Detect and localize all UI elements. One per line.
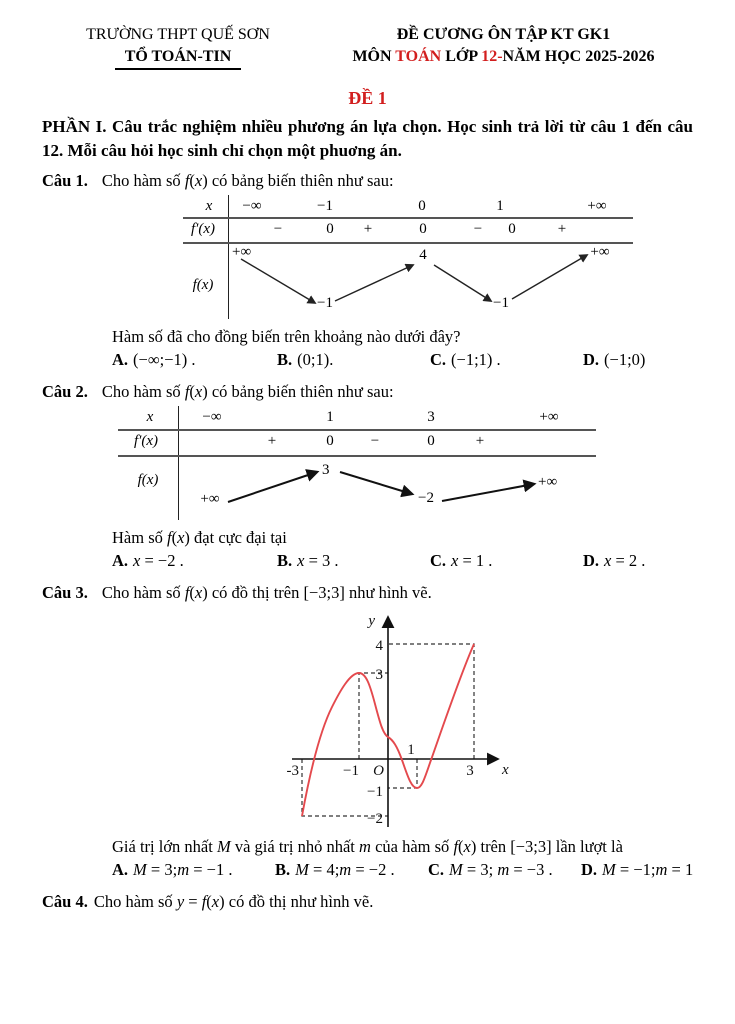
option-a: [112, 350, 196, 370]
option-key: D.: [581, 860, 598, 880]
question-2-options: [42, 551, 693, 576]
bbt1-x-label: x: [205, 198, 213, 215]
question-1-stem: [42, 171, 693, 191]
x-tick-neg3: -3: [286, 763, 299, 780]
option-d: [583, 350, 645, 370]
bbt1-sign: 0: [419, 221, 427, 238]
bbt2-x-value: 1: [326, 409, 334, 426]
bbt1-x-value: +∞: [587, 198, 607, 215]
option-text: (0;1).: [297, 350, 334, 370]
bbt1-f-label: f(x): [192, 277, 214, 294]
function-graph: [42, 607, 693, 837]
bbt1-f-value: +∞: [232, 244, 252, 261]
variation-table-2: [110, 406, 605, 520]
bbt2-fprime-label: f′(x): [133, 433, 159, 450]
bbt2-f-value: +∞: [538, 474, 558, 491]
bbt2-x-value: +∞: [539, 409, 559, 426]
y-axis-label: y: [368, 613, 375, 630]
question-4-stem: [42, 892, 693, 912]
variation-table-1: [175, 195, 635, 319]
bbt1-f-value: 4: [419, 247, 427, 264]
question-3-text: Cho hàm số f(x) có đồ thị trên [−3;3] như hình vẽ.: [101, 583, 432, 603]
bbt2-sign: 0: [427, 433, 435, 450]
bbt2-f-label: f(x): [137, 472, 159, 489]
option-b: [277, 551, 339, 571]
bbt1-f-value: −1: [493, 295, 509, 312]
option-text: M = 3;m = −1 .: [133, 860, 233, 880]
bbt1-sign: 0: [326, 221, 334, 238]
option-key: B.: [275, 860, 291, 880]
bbt2-sign: −: [370, 433, 380, 450]
option-a: [112, 551, 184, 571]
bbt1-x-value: −∞: [242, 198, 262, 215]
option-b: [277, 350, 333, 370]
option-text: (−∞;−1) .: [133, 350, 196, 370]
option-key: C.: [430, 551, 447, 571]
bbt2-x-value: 3: [427, 409, 435, 426]
option-c: [430, 551, 492, 571]
x-tick-3: 3: [466, 763, 474, 780]
bbt1-x-value: 0: [418, 198, 426, 215]
bbt1-arrows: [175, 195, 635, 319]
part1-intro: PHẦN I. Câu trắc nghiệm nhiều phương án lựa chọn. Học sinh trả lời từ câu 1 đến câu 12. Mỗi câu hỏi học sinh chỉ chọn một phuơng án.: [42, 117, 693, 161]
option-text: x = −2 .: [133, 551, 184, 571]
option-text: (−1;0): [604, 350, 646, 370]
option-key: C.: [430, 350, 447, 370]
origin-label: O: [373, 763, 384, 780]
option-key: B.: [277, 551, 293, 571]
bbt1-sign: −: [473, 221, 483, 238]
header-title-block: [314, 24, 693, 70]
option-text: x = 1 .: [451, 551, 493, 571]
question-3-prompt: Giá trị lớn nhất M và giá trị nhỏ nhất m của hàm số f(x) trên [−3;3] lần lượt là: [112, 837, 623, 857]
bbt2-x-label: x: [146, 409, 154, 426]
bbt1-sign: −: [273, 221, 283, 238]
option-d: [583, 551, 645, 571]
option-b: [275, 860, 395, 880]
option-text: M = −1;m = 1: [602, 860, 694, 880]
y-tick-neg2: −2: [367, 811, 383, 828]
option-key: D.: [583, 350, 600, 370]
question-2-prompt: Hàm số f(x) đạt cực đại tại: [112, 528, 287, 548]
option-text: x = 3 .: [297, 551, 339, 571]
bbt2-f-value: −2: [418, 490, 434, 507]
option-a: [112, 860, 232, 880]
exam-code: ĐỀ 1: [348, 88, 387, 109]
option-key: A.: [112, 551, 129, 571]
question-2-text: Cho hàm số f(x) có bảng biến thiên như sau:: [101, 382, 394, 402]
option-text: M = 3; m = −3 .: [449, 860, 553, 880]
bbt2-f-value: +∞: [200, 491, 220, 508]
y-tick-4: 4: [375, 638, 383, 655]
bbt2-arrows: [110, 406, 605, 520]
bbt1-x-value: 1: [496, 198, 504, 215]
x-tick-1: 1: [407, 742, 415, 759]
question-1-label: Câu 1.: [42, 171, 88, 191]
bbt1-f-value: +∞: [590, 244, 610, 261]
option-text: (−1;1) .: [451, 350, 501, 370]
question-2-stem: [42, 382, 693, 402]
option-key: D.: [583, 551, 600, 571]
graph-canvas: [272, 607, 516, 837]
question-3-label: Câu 3.: [42, 583, 88, 603]
option-key: C.: [428, 860, 445, 880]
option-key: B.: [277, 350, 293, 370]
bbt1-f-value: −1: [317, 295, 333, 312]
option-c: [430, 350, 501, 370]
y-tick-3: 3: [375, 667, 383, 684]
option-key: A.: [112, 350, 129, 370]
bbt1-fprime-label: f′(x): [190, 221, 216, 238]
bbt2-x-value: −∞: [202, 409, 222, 426]
bbt1-sign: 0: [508, 221, 516, 238]
bbt2-f-value: 3: [322, 462, 330, 479]
question-3-options: [42, 860, 693, 885]
question-4-label: Câu 4.: [42, 892, 88, 912]
school-name: TRƯỜNG THPT QUẾ SƠN: [86, 26, 270, 43]
bbt2-sign: +: [267, 433, 277, 450]
option-text: x = 2 .: [604, 551, 646, 571]
option-d: [581, 860, 693, 880]
option-c: [428, 860, 553, 880]
question-1-options: [42, 350, 693, 375]
axes: [292, 619, 496, 827]
doc-title: ĐỀ CƯƠNG ÔN TẬP KT GK1: [396, 26, 611, 43]
x-axis-label: x: [502, 762, 509, 779]
header-school-block: [42, 24, 314, 70]
bbt1-sign: +: [363, 221, 373, 238]
option-key: A.: [112, 860, 129, 880]
question-1-prompt: Hàm số đã cho đồng biến trên khoảng nào dưới đây?: [112, 327, 461, 347]
question-1-text: Cho hàm số f(x) có bảng biến thiên như sau:: [101, 171, 394, 191]
question-2-label: Câu 2.: [42, 382, 88, 402]
y-tick-neg1: −1: [367, 784, 383, 801]
option-text: M = 4;m = −2 .: [295, 860, 395, 880]
department-name: TỔ TOÁN-TIN: [115, 46, 242, 71]
bbt2-sign: +: [475, 433, 485, 450]
bbt1-x-value: −1: [317, 198, 333, 215]
bbt1-sign: +: [557, 221, 567, 238]
question-3-stem: [42, 583, 693, 603]
subject-line: MÔN TOÁN LỚP 12-NĂM HỌC 2025-2026: [352, 47, 655, 65]
bbt2-sign: 0: [326, 433, 334, 450]
x-tick-neg1: −1: [343, 763, 359, 780]
question-4-text: Cho hàm số y = f(x) có đồ thị như hình vẽ.: [93, 892, 374, 912]
exam-header: [42, 24, 693, 70]
